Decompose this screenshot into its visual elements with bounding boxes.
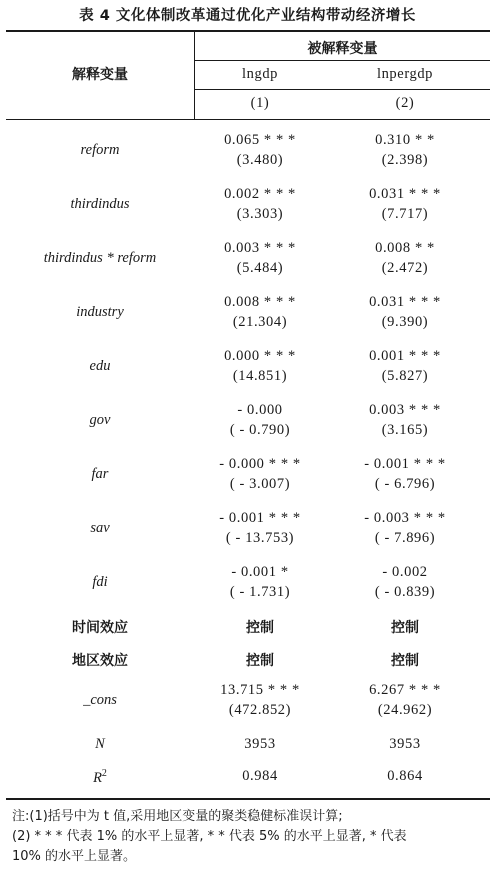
row-t-col2-4: (5.827) bbox=[381, 368, 429, 384]
row-coef-col2-5: 0.003 * * * bbox=[369, 402, 441, 418]
row-coef-col1-8: - 0.001 * bbox=[231, 564, 289, 580]
row-coef-col1-2: 0.003 * * * bbox=[224, 240, 296, 256]
time-effect-label: 时间效应 bbox=[72, 620, 128, 636]
row-coef-col2-7: - 0.003 * * * bbox=[364, 510, 446, 526]
row-coef-col2-3: 0.031 * * * bbox=[369, 294, 441, 310]
row-coef-col1-4: 0.000 * * * bbox=[224, 348, 296, 364]
row-coef-col1-0: 0.065 * * * bbox=[224, 132, 296, 148]
row-coef-col1-1: 0.002 * * * bbox=[224, 186, 296, 202]
row-t-col2-6: ( - 6.796) bbox=[374, 476, 436, 492]
note-line-1: 注:(1)括号中为 t 值,采用地区变量的聚类稳健标准误计算; bbox=[12, 809, 343, 824]
cons-t-col1: (472.852) bbox=[228, 702, 292, 718]
row-coef-col2-4: 0.001 * * * bbox=[369, 348, 441, 364]
row-coef-col1-5: - 0.000 bbox=[237, 402, 283, 418]
row-label-4: edu bbox=[89, 358, 111, 374]
r2-label-superscript: 2 bbox=[101, 768, 107, 779]
table-bottom-rule bbox=[6, 798, 490, 800]
row-t-col1-5: ( - 0.790) bbox=[229, 422, 291, 438]
header-dependent-group: 被解释变量 bbox=[307, 41, 378, 57]
row-t-col2-5: (3.165) bbox=[381, 422, 429, 438]
header-col2-num: (2) bbox=[395, 95, 415, 111]
cons-label: _cons bbox=[83, 692, 117, 708]
row-t-col2-1: (7.717) bbox=[381, 206, 429, 222]
table-note bbox=[12, 807, 488, 867]
r2-label-base: R bbox=[93, 769, 102, 786]
row-coef-col1-3: 0.008 * * * bbox=[224, 294, 296, 310]
row-label-2: thirdindus * reform bbox=[43, 250, 157, 266]
row-t-col1-6: ( - 3.007) bbox=[229, 476, 291, 492]
row-coef-col1-6: - 0.000 * * * bbox=[219, 456, 301, 472]
region-effect-col1: 控制 bbox=[246, 653, 274, 669]
row-coef-col2-1: 0.031 * * * bbox=[369, 186, 441, 202]
row-t-col2-3: (9.390) bbox=[381, 314, 429, 330]
header-col2-var: lnpergdp bbox=[376, 66, 434, 82]
row-label-3: industry bbox=[76, 304, 124, 320]
row-t-col1-0: (3.480) bbox=[236, 152, 284, 168]
row-coef-col2-6: - 0.001 * * * bbox=[364, 456, 446, 472]
row-coef-col2-0: 0.310 * * bbox=[375, 132, 435, 148]
row-t-col1-2: (5.484) bbox=[236, 260, 284, 276]
row-coef-col2-2: 0.008 * * bbox=[375, 240, 435, 256]
cons-t-col2: (24.962) bbox=[377, 702, 433, 718]
row-t-col1-3: (21.304) bbox=[232, 314, 288, 330]
row-label-8: fdi bbox=[92, 574, 108, 590]
cons-coef-col1: 13.715 * * * bbox=[220, 682, 300, 698]
header-subrule-2 bbox=[195, 89, 490, 90]
row-label-1: thirdindus bbox=[70, 196, 130, 212]
row-t-col2-0: (2.398) bbox=[381, 152, 429, 168]
time-effect-col1: 控制 bbox=[246, 620, 274, 636]
row-label-7: sav bbox=[90, 520, 110, 536]
n-col1: 3953 bbox=[244, 736, 276, 752]
note-line-3: 10% 的水平上显著。 bbox=[12, 849, 137, 864]
row-coef-col1-7: - 0.001 * * * bbox=[219, 510, 301, 526]
r2-col2: 0.864 bbox=[387, 768, 423, 784]
row-t-col2-2: (2.472) bbox=[381, 260, 429, 276]
region-effect-col2: 控制 bbox=[391, 653, 419, 669]
row-t-col2-7: ( - 7.896) bbox=[374, 530, 436, 546]
header-subrule bbox=[195, 60, 490, 61]
r2-col1: 0.984 bbox=[242, 768, 278, 784]
row-label-6: far bbox=[91, 466, 109, 482]
row-t-col1-1: (3.303) bbox=[236, 206, 284, 222]
table-top-rule bbox=[6, 30, 490, 32]
table-title: 表 4 文化体制改革通过优化产业结构带动经济增长 bbox=[79, 8, 416, 24]
header-col1-num: (1) bbox=[250, 95, 270, 111]
header-col1-var: lngdp bbox=[241, 66, 279, 82]
row-t-col1-7: ( - 13.753) bbox=[225, 530, 295, 546]
row-coef-col2-8: - 0.002 bbox=[382, 564, 428, 580]
r2-label bbox=[6, 768, 194, 787]
row-t-col1-4: (14.851) bbox=[232, 368, 288, 384]
region-effect-label: 地区效应 bbox=[72, 653, 128, 669]
time-effect-col2: 控制 bbox=[391, 620, 419, 636]
n-col2: 3953 bbox=[389, 736, 421, 752]
header-explained-var: 解释变量 bbox=[72, 67, 128, 83]
row-label-5: gov bbox=[89, 412, 111, 428]
cons-coef-col2: 6.267 * * * bbox=[369, 682, 441, 698]
row-t-col2-8: ( - 0.839) bbox=[374, 584, 436, 600]
note-line-2: (2) * * * 代表 1% 的水平上显著, * * 代表 5% 的水平上显著, * 代表 bbox=[12, 829, 407, 844]
header-bottom-rule bbox=[6, 119, 490, 120]
row-label-0: reform bbox=[80, 142, 120, 158]
row-t-col1-8: ( - 1.731) bbox=[229, 584, 291, 600]
n-label: N bbox=[95, 736, 105, 752]
